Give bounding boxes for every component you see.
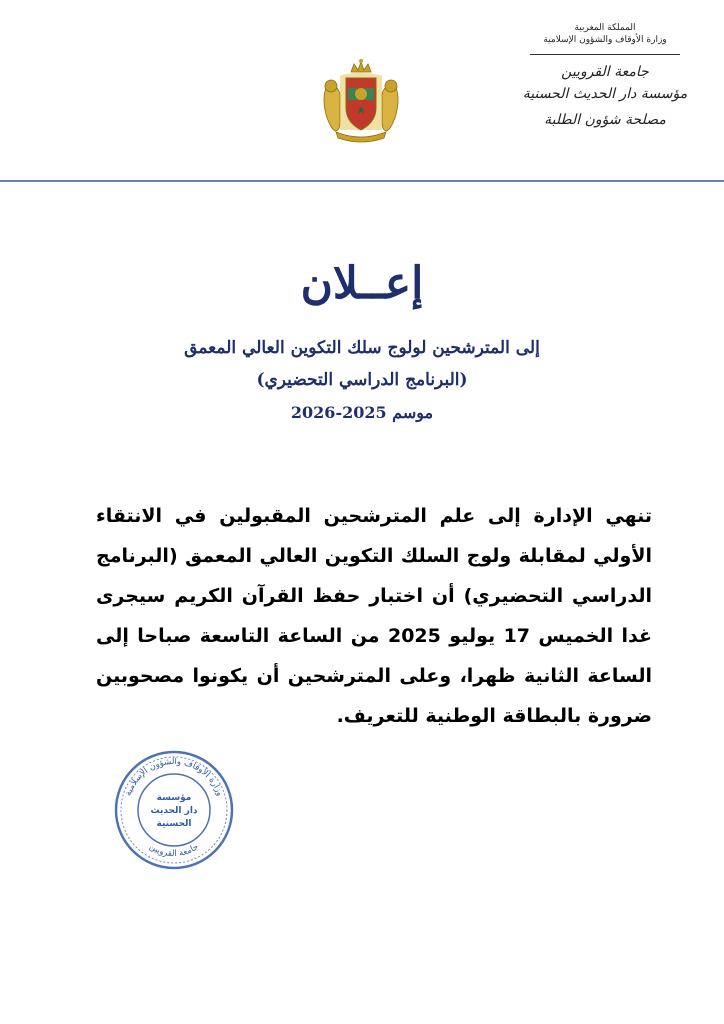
announcement-subtitle: إلى المترشحين لولوج سلك التكوين العالي المعمق <box>184 338 540 358</box>
stamp-ring-bottom-text: جامعة القرويين <box>147 841 201 860</box>
stamp-center-line1: مؤسسة <box>156 793 192 803</box>
letterhead <box>520 22 690 131</box>
header-divider <box>0 180 724 182</box>
program-name: (البرنامج الدراسي التحضيري) <box>256 370 468 390</box>
academic-season: موسم 2025-2026 <box>290 403 434 422</box>
stamp-center-line2: دار الحديث <box>150 806 198 816</box>
stamp-ring-top-text: وزارة الأوقاف والشؤون الإسلامية <box>123 756 225 798</box>
letterhead-divider <box>530 54 680 55</box>
kingdom-name: المملكة المغربية <box>574 23 636 33</box>
stamp-center-line3: الحسنية <box>156 819 192 829</box>
service-name: مصلحة شؤون الطلبة <box>544 112 666 128</box>
official-stamp-icon <box>112 748 236 872</box>
university-name: جامعة القرويين <box>561 64 649 80</box>
ministry-name: وزارة الأوقاف والشؤون الإسلامية <box>543 35 667 45</box>
announcement-body: تنهي الإدارة إلى علم المترشحين المقبولين في الانتقاء الأولي لمقابلة ولوج السلك التكوين العالي المعمق (البرنامج الدراسي التحضيري) أن اختبار حفظ القرآن الكريم سيجرى غدا الخميس 17 يوليو 2025 من الساعة التاسعة صباحا إلى الساعة الثانية ظهرا، وعلى المترشحين أن يكونوا مصحوبين ضرورة بالبطاقة الوطنية للتعريف. <box>96 505 653 727</box>
royal-coat-of-arms-icon <box>318 58 404 144</box>
institution-name: مؤسسة دار الحديث الحسنية <box>522 86 688 102</box>
announcement-title: إعــلان <box>300 258 424 309</box>
